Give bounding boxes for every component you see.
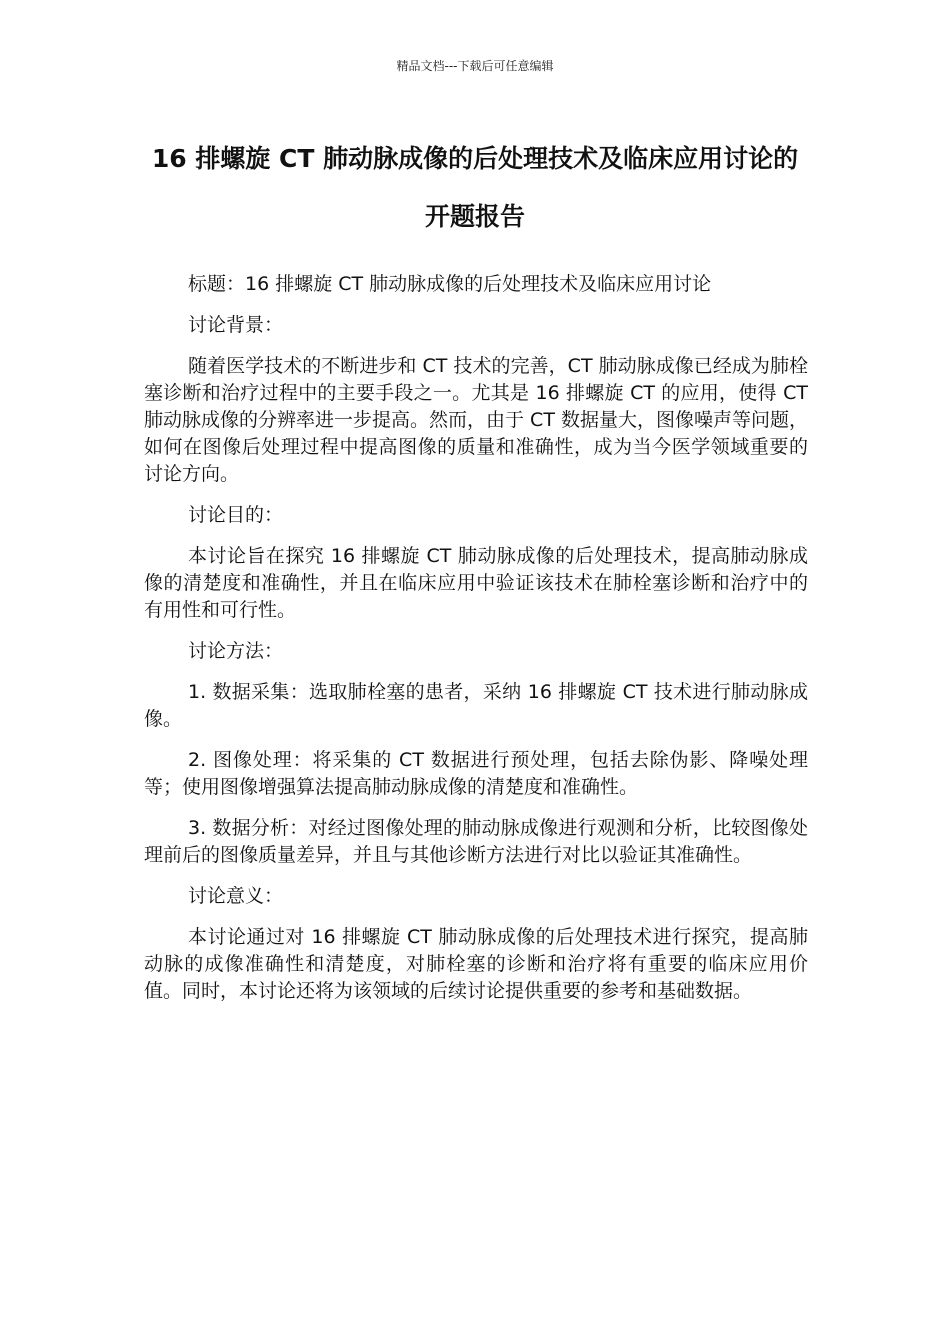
section-heading-methods: 讨论方法： (188, 640, 284, 662)
section-heading-purpose: 讨论目的： (188, 504, 284, 526)
purpose-paragraph: 本讨论旨在探究 16 排螺旋 CT 肺动脉成像的后处理技术，提高肺动脉成像的清楚度和准确性，并且在临床应用中验证该技术在肺栓塞诊断和治疗中的有用性和可行性。 (144, 545, 808, 621)
method-item-3: 3. 数据分析：对经过图像处理的肺动脉成像进行观测和分析，比较图像处理前后的图像质量差异，并且与其他诊断方法进行对比以验证其准确性。 (144, 817, 808, 866)
method-item-2: 2. 图像处理：将采集的 CT 数据进行预处理，包括去除伪影、降噪处理等；使用图像增强算法提高肺动脉成像的清楚度和准确性。 (144, 749, 808, 798)
section-heading-background: 讨论背景： (188, 314, 284, 336)
method-item-1: 1. 数据采集：选取肺栓塞的患者，采纳 16 排螺旋 CT 技术进行肺动脉成像。 (144, 681, 808, 730)
title-line: 标题：16 排螺旋 CT 肺动脉成像的后处理技术及临床应用讨论 (188, 273, 712, 295)
section-heading-significance: 讨论意义： (188, 885, 284, 907)
significance-paragraph: 本讨论通过对 16 排螺旋 CT 肺动脉成像的后处理技术进行探究，提高肺动脉的成像准确性和清楚度，对肺栓塞的诊断和治疗将有重要的临床应用价值。同时，本讨论还将为该领域的后续讨论提供重要的参考和基础数据。 (144, 926, 808, 1002)
document-body (144, 271, 808, 1019)
document-title: 16 排螺旋 CT 肺动脉成像的后处理技术及临床应用讨论的开题报告 (151, 144, 799, 231)
background-paragraph: 随着医学技术的不断进步和 CT 技术的完善，CT 肺动脉成像已经成为肺栓塞诊断和治疗过程中的主要手段之一。尤其是 16 排螺旋 CT 的应用，使得 CT 肺动脉成像的分辨率进一步提高。然而，由于 CT 数据量大，图像噪声等问题，如何在图像后处理过程中提高图像的质量和准确性，成为当今医学领域重要的讨论方向。 (144, 355, 808, 485)
header-note: 精品文档---下载后可任意编辑 (396, 59, 554, 73)
